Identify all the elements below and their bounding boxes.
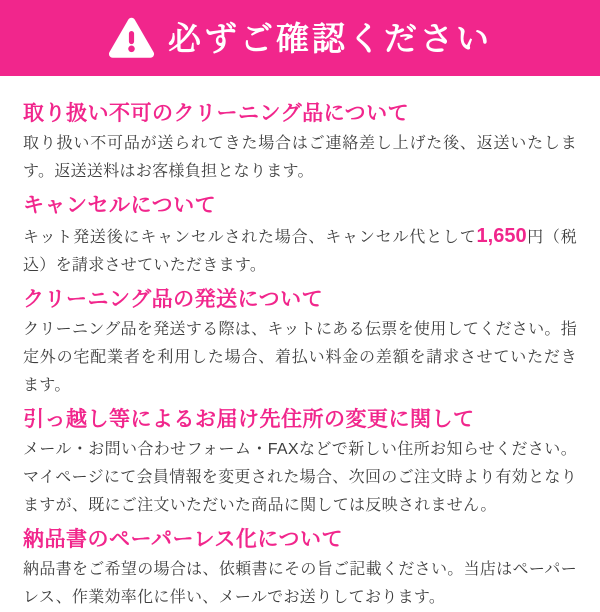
section-heading: 引っ越し等によるお届け先住所の変更に関して xyxy=(23,408,475,431)
cancellation-body-before: キット発送後にキャンセルされた場合、キャンセル代として xyxy=(23,229,477,246)
cancellation-body-after: 円（税込）を請求させていただきます。 xyxy=(23,229,578,274)
section-shipping xyxy=(23,288,577,400)
notice-sections xyxy=(0,76,600,612)
section-heading: クリーニング品の発送について xyxy=(23,288,324,311)
banner-title: 必ずご確認ください xyxy=(168,19,492,57)
warning-triangle-icon xyxy=(108,17,155,59)
section-body: クリーニング品を発送する際は、キットにある伝票を使用してください。指定外の宅配業者を利用した場合、着払い料金の差額を請求させていただきます。 xyxy=(23,321,577,394)
section-body xyxy=(23,222,577,280)
section-unhandleable-items xyxy=(23,102,577,186)
section-address-change xyxy=(23,408,577,520)
section-body: メール・お問い合わせフォーム・FAXなどで新しい住所お知らせください。マイページにて会員情報を変更された場合、次回のご注文時より有効となりますが、既にご注文いただいた商品に関しては反映されません。 xyxy=(23,441,577,514)
section-heading: キャンセルについて xyxy=(23,194,217,217)
section-cancellation xyxy=(23,194,577,280)
section-body: 納品書をご希望の場合は、依頼書にその旨ご記載ください。当店はペーパーレス、作業効率化に伴い、メールでお送りしております。 xyxy=(23,561,577,606)
section-heading: 納品書のペーパーレス化について xyxy=(23,528,343,551)
notice-banner xyxy=(0,0,600,76)
cancellation-fee-amount: 1,650 xyxy=(476,225,527,247)
section-body: 取り扱い不可品が送られてきた場合はご連絡差し上げた後、返送いたします。返送送料はお客様負担となります。 xyxy=(23,135,577,180)
section-paperless-invoice xyxy=(23,528,577,612)
section-heading: 取り扱い不可のクリーニング品について xyxy=(23,102,410,125)
